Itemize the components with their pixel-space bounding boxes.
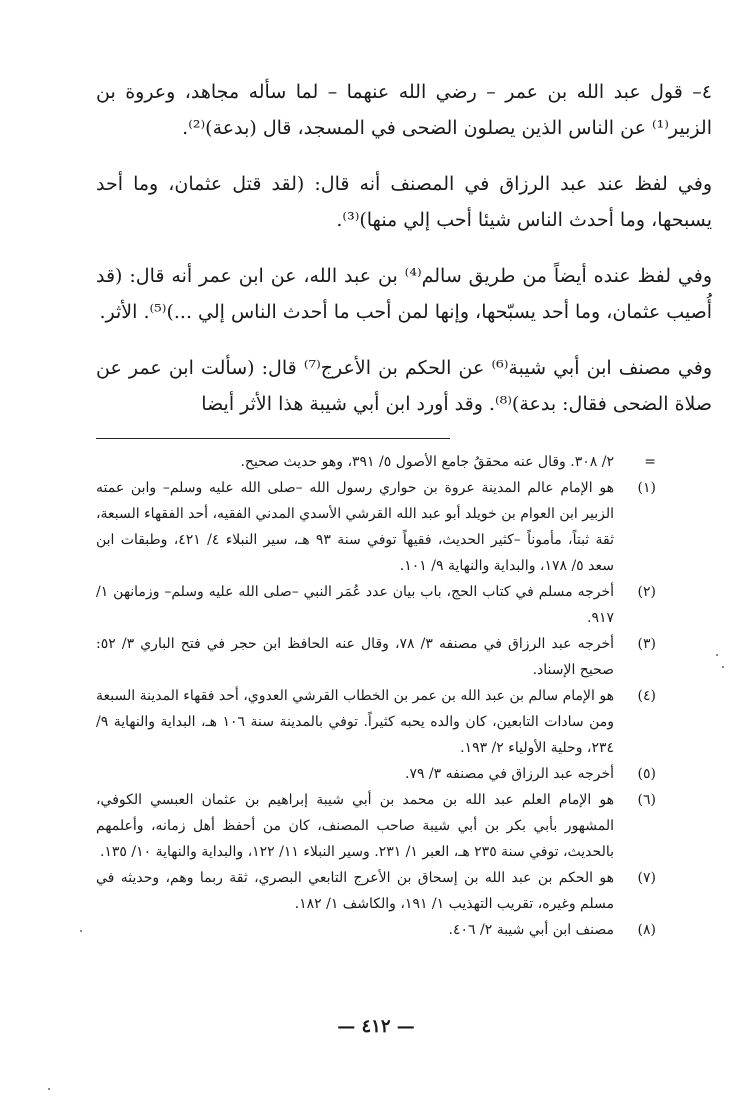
scan-speck [80,930,82,932]
footnote-number: (٥) [637,766,656,782]
paragraph-4: وفي مصنف ابن أبي شيبة⁽⁶⁾ عن الحكم بن الأعرج⁽⁷⁾ قال: (سألت ابن عمر عن صلاة الضحى فقال: بدعة)⁽⁸⁾. وقد أورد ابن أبي شيبة هذا الأثر أيضا [96,357,713,415]
footnote-number: (٢) [637,584,656,600]
footnote-number: (٧) [637,870,656,886]
footnote-2 [96,579,656,631]
footnote-text: أخرجه مسلم في كتاب الحج، باب بيان عدد عُمَر النبي –صلى الله عليه وسلم– وزمانهن ١/ ٩١٧. [96,584,614,626]
scan-speck [716,654,718,656]
main-text [96,74,712,422]
page-number: — ٤١٢ — [337,1016,415,1037]
footnote-number: (٤) [637,688,656,704]
footnote-3 [96,631,656,683]
footnotes [96,449,656,943]
footnote-number: (٨) [637,922,656,938]
footnote-text: مصنف ابن أبي شيبة ٢/ ٤٠٦. [448,922,614,938]
footnote-number: (٦) [637,792,656,808]
paragraph-2: وفي لفظ عند عبد الرزاق في المصنف أنه قال: (لقد قتل عثمان، وما أحد يسبحها، وما أحدث الناس شيئا أحب إلي منها)⁽³⁾. [96,173,712,231]
footnote-text: هو الإمام سالم بن عبد الله بن عمر بن الخطاب القرشي العدوي، أحد فقهاء المدينة السبعة ومن سادات التابعين، كان والده يحبه كثيراً. توفي بالمدينة سنة ١٠٦ هـ، البداية والنهاية ٩/ ٢٣٤، وحلية الأولياء ٢/ ١٩٣. [96,688,614,756]
footnote-text: هو الإمام عالم المدينة عروة بن حواري رسول الله –صلى الله عليه وسلم– وابن عمته الزبير ابن العوام بن خويلد أبو عبد الله القرشي الأسدي المدني الفقيه، أحد الفقهاء السبعة، ثقة ثبتاً، مأموناً –كثير الحديث، فقيهاً توفي سنة ٩٣ هـ، سير النبلاء ٤/ ٤٢١، وطبقات ابن سعد ٥/ ١٧٨، والبداية والنهاية ٩/ ١٠١. [96,480,614,574]
footnote-text: ٢/ ٣٠٨. وقال عنه محققُ جامع الأصول ٥/ ٣٩١، وهو حديث صحيح. [240,454,614,470]
paragraph-3: وفي لفظ عنده أيضاً من طريق سالم⁽⁴⁾ بن عبد الله، عن ابن عمر أنه قال: (قد أُصيب عثمان، وما أحد يسبّحها، وإنها لمن أحب ما أحدث الناس إلي ...)⁽⁵⁾. الأثر. [96,265,712,323]
footnote-text: أخرجه عبد الرزاق في مصنفه ٣/ ٧٩. [404,766,614,782]
footnote-4 [96,683,656,761]
footnote-6 [96,787,656,865]
footnote-8 [96,917,656,943]
footnote-text: هو الإمام العلم عبد الله بن محمد بن أبي شيبة إبراهيم بن عثمان العبسي الكوفي، المشهور بأبي بكر بن أبي شيبة صاحب المصنف، كان من أحفظ أهل زمانه، وأعلمهم بالحديث، توفي سنة ٢٣٥ هـ، العبر ١/ ٢٣١. وسير النبلاء ١١/ ١٢٢، والبداية والنهاية ١٠/ ١٣٥. [96,792,614,860]
footnote-text: هو الحكم بن عبد الله بن إسحاق بن الأعرج التابعي البصري، ثقة ربما وهم، وحديثه في مسلم وغيره، تقريب التهذيب ١/ ١٩١، والكاشف ١/ ١٨٢. [96,870,614,912]
footnote-text: أخرجه عبد الرزاق في مصنفه ٣/ ٧٨، وقال عنه الحافظ ابن حجر في فتح الباري ٣/ ٥٢: صحيح الإسناد. [96,636,615,678]
footnote-divider [96,438,450,439]
footnote-number: (١) [637,480,656,496]
footnote-7 [96,865,656,917]
scan-speck [722,666,724,668]
scan-speck [48,1088,50,1090]
footnote-number: (٣) [637,636,656,652]
footnote-1 [96,475,656,579]
footnote-marker: = [644,454,656,470]
footnote-5 [96,761,656,787]
paragraph-1: ٤– قول عبد الله بن عمر – رضي الله عنهما – لما سأله مجاهد، وعروة بن الزبير⁽¹⁾ عن الناس الذين يصلون الضحى في المسجد، قال (بدعة)⁽²⁾. [96,81,712,139]
footnote-continuation [96,449,656,475]
